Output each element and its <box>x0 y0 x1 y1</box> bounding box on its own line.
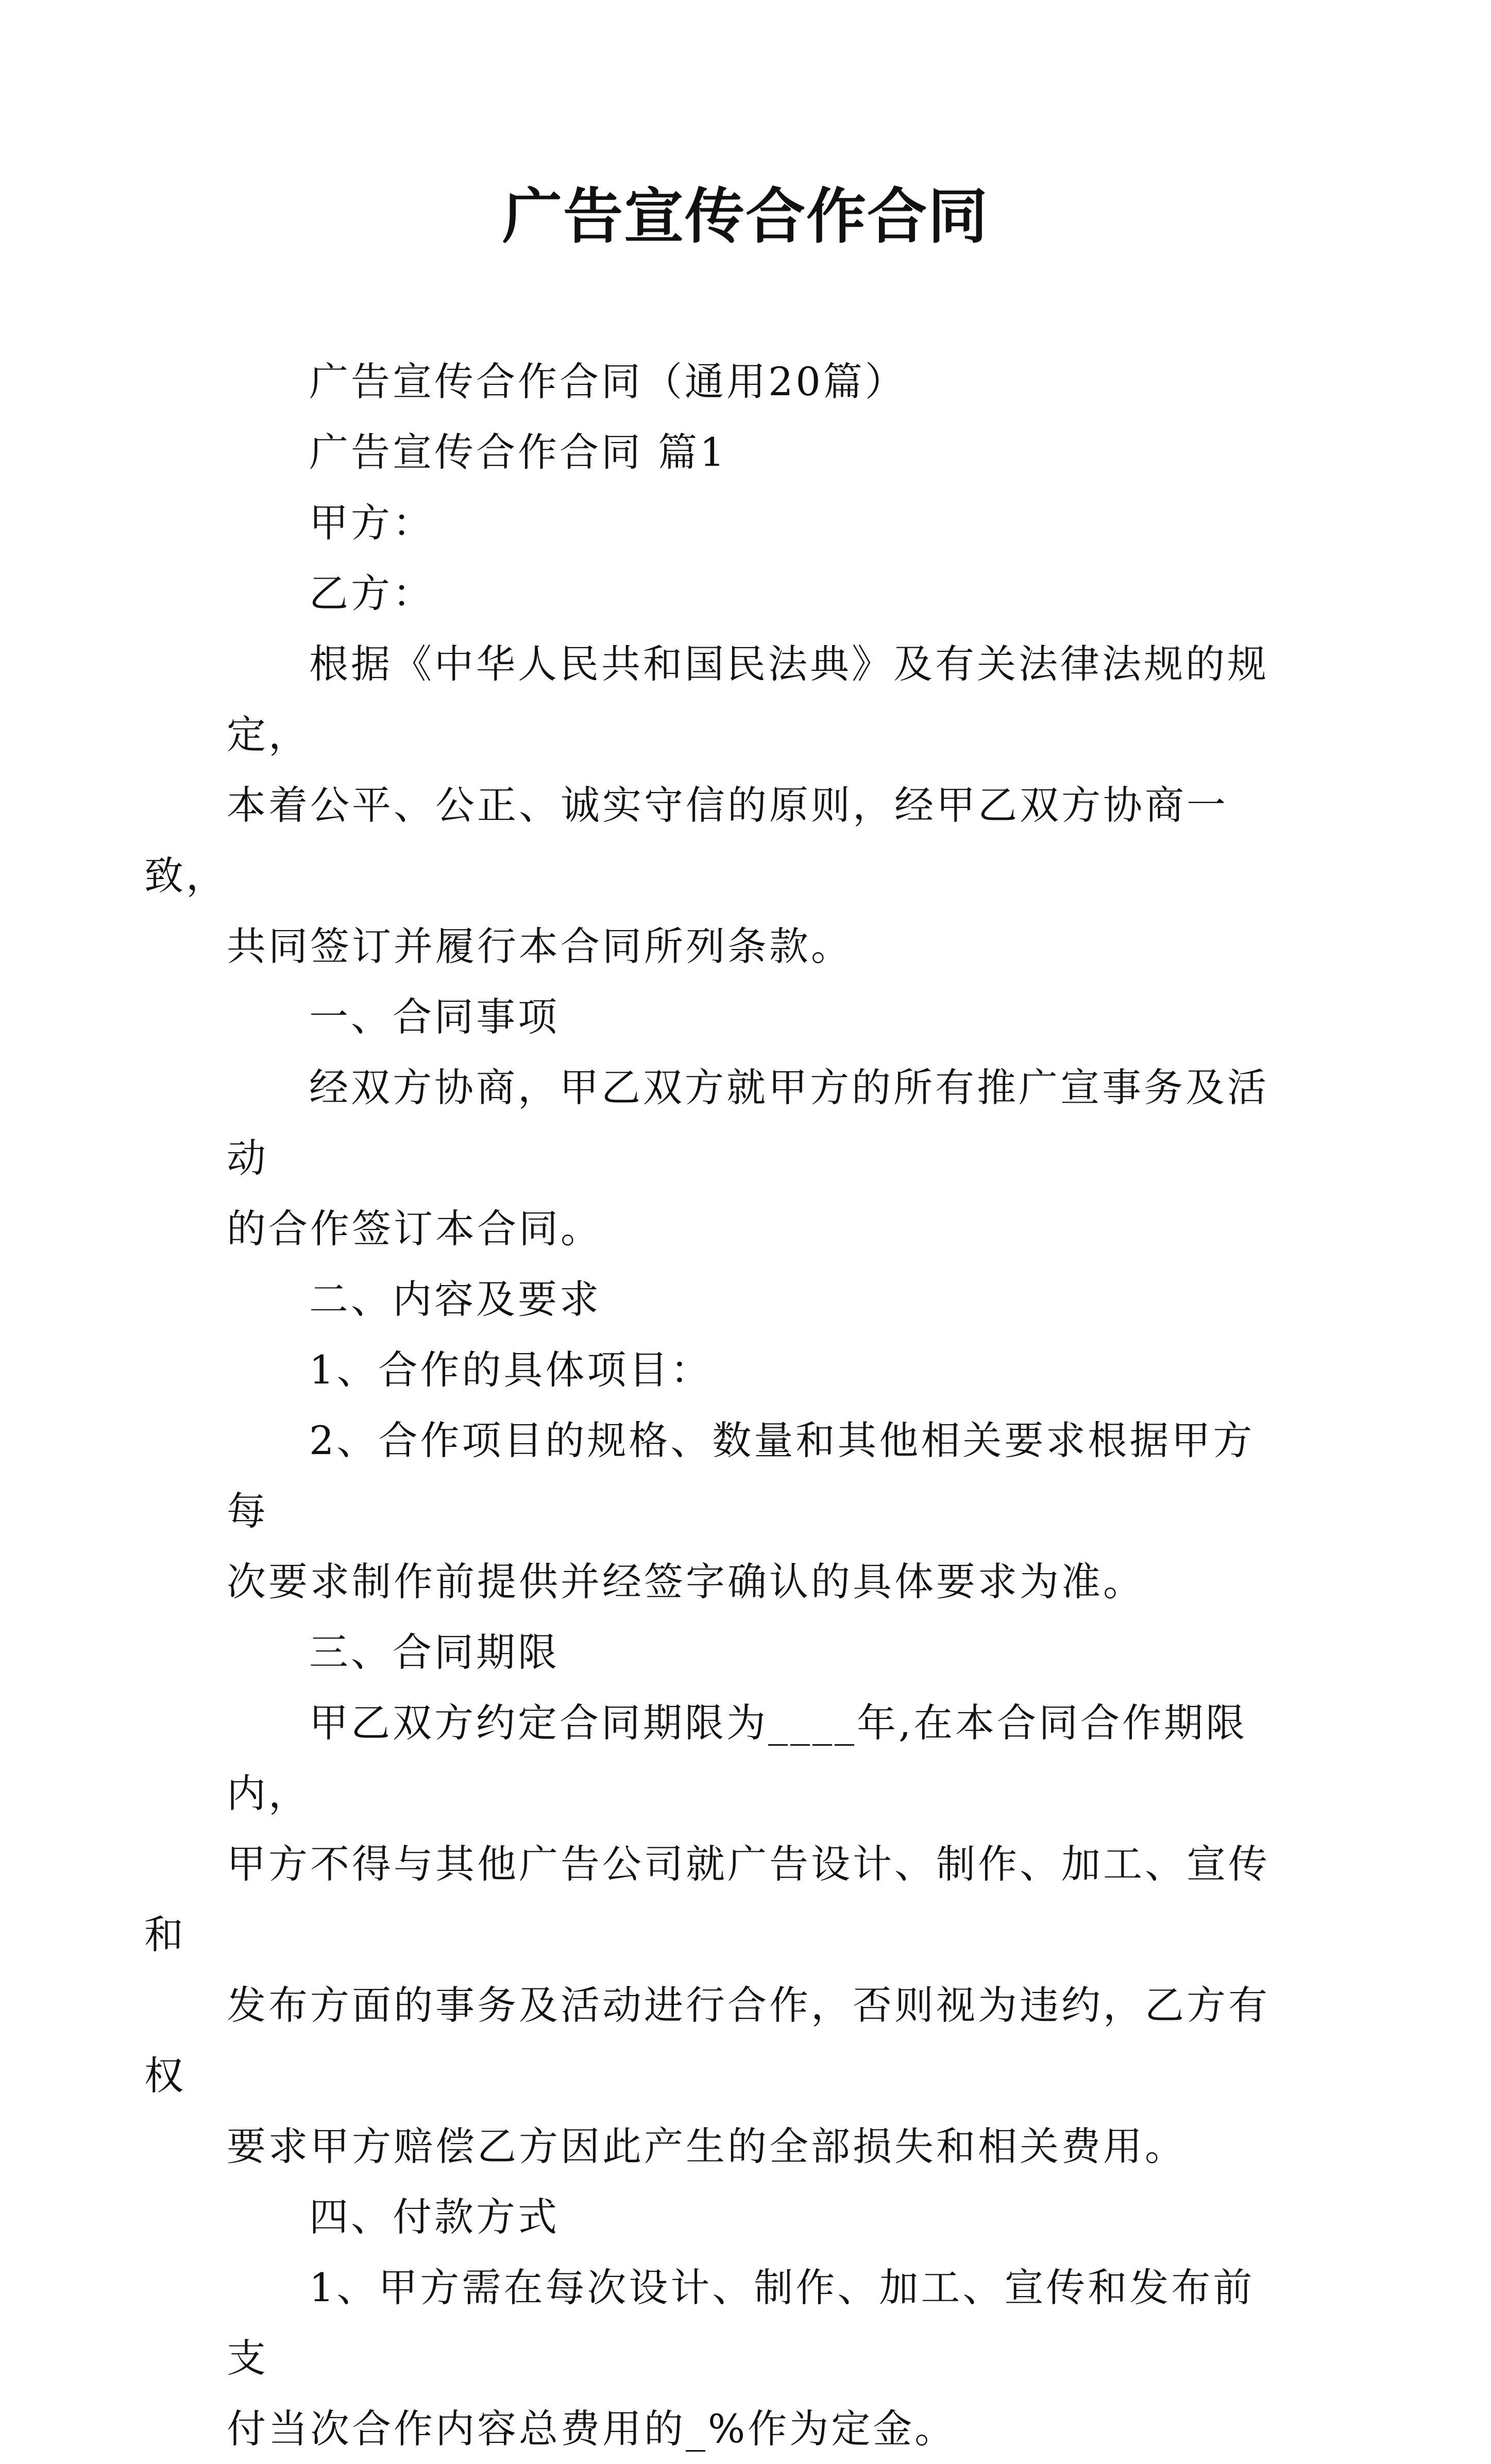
text-line: 本着公平、公正、诚实守信的原则，经甲乙双方协商一致， <box>144 782 1228 899</box>
text-line: 三、合同期限 <box>309 1629 560 1675</box>
text-line: 的合作签订本合同。 <box>227 1206 602 1252</box>
text-line: 发布方面的事务及活动进行合作，否则视为违约，乙方有权 <box>144 1982 1270 2099</box>
paragraph-clause <box>227 1335 1278 1405</box>
text-line: 共同签订并履行本合同所列条款。 <box>227 923 853 969</box>
text-line: 广告宣传合作合同（通用20篇） <box>309 359 907 404</box>
text-line: 1、甲方需在每次设计、制作、加工、宣传和发布前支 <box>227 2265 1255 2381</box>
paragraph-clause <box>227 2252 1278 2464</box>
paragraph-clause <box>227 1405 1278 1617</box>
text-line: 根据《中华人民共和国民法典》及有关法律法规的规定， <box>227 641 1269 757</box>
text-line: 乙方： <box>309 570 434 616</box>
paragraph-party-a <box>227 487 1278 558</box>
paragraph-preamble <box>144 629 1278 982</box>
text-line: 一、合同事项 <box>309 994 560 1040</box>
paragraph-section-heading <box>227 417 1278 487</box>
text-line: 2、合作项目的规格、数量和其他相关要求根据甲方每 <box>227 1417 1255 1534</box>
paragraph-clause <box>144 1687 1278 2182</box>
text-line: 广告宣传合作合同 篇1 <box>309 429 727 475</box>
paragraph-party-b <box>227 558 1278 629</box>
paragraph-heading-1 <box>227 982 1278 1052</box>
text-line: 甲方： <box>309 500 434 546</box>
text-line: 二、内容及要求 <box>309 1276 601 1322</box>
paragraph-subtitle <box>227 346 1278 417</box>
text-line: 四、付款方式 <box>309 2194 560 2240</box>
text-line: 1、合作的具体项目： <box>309 1347 713 1393</box>
paragraph-heading-4 <box>227 2182 1278 2252</box>
text-line: 次要求制作前提供并经签字确认的具体要求为准。 <box>227 1559 1145 1605</box>
text-line: 甲方不得与其他广告公司就广告设计、制作、加工、宣传和 <box>144 1841 1270 1957</box>
text-line: 甲乙双方约定合同期限为____年,在本合同合作期限内， <box>227 1700 1248 1816</box>
paragraph-heading-2 <box>227 1264 1278 1335</box>
paragraph-clause <box>227 1052 1278 1264</box>
text-line: 经双方协商，甲乙双方就甲方的所有推广宣事务及活动 <box>227 1065 1269 1181</box>
text-line: 要求甲方赔偿乙方因此产生的全部损失和相关费用。 <box>227 2123 1187 2169</box>
document-title: 广告宣传合作合同 <box>502 181 989 251</box>
paragraph-heading-3 <box>227 1617 1278 1687</box>
text-line: 付当次合作内容总费用的_%作为定金。 <box>227 2406 957 2452</box>
document-body <box>144 346 1278 2464</box>
